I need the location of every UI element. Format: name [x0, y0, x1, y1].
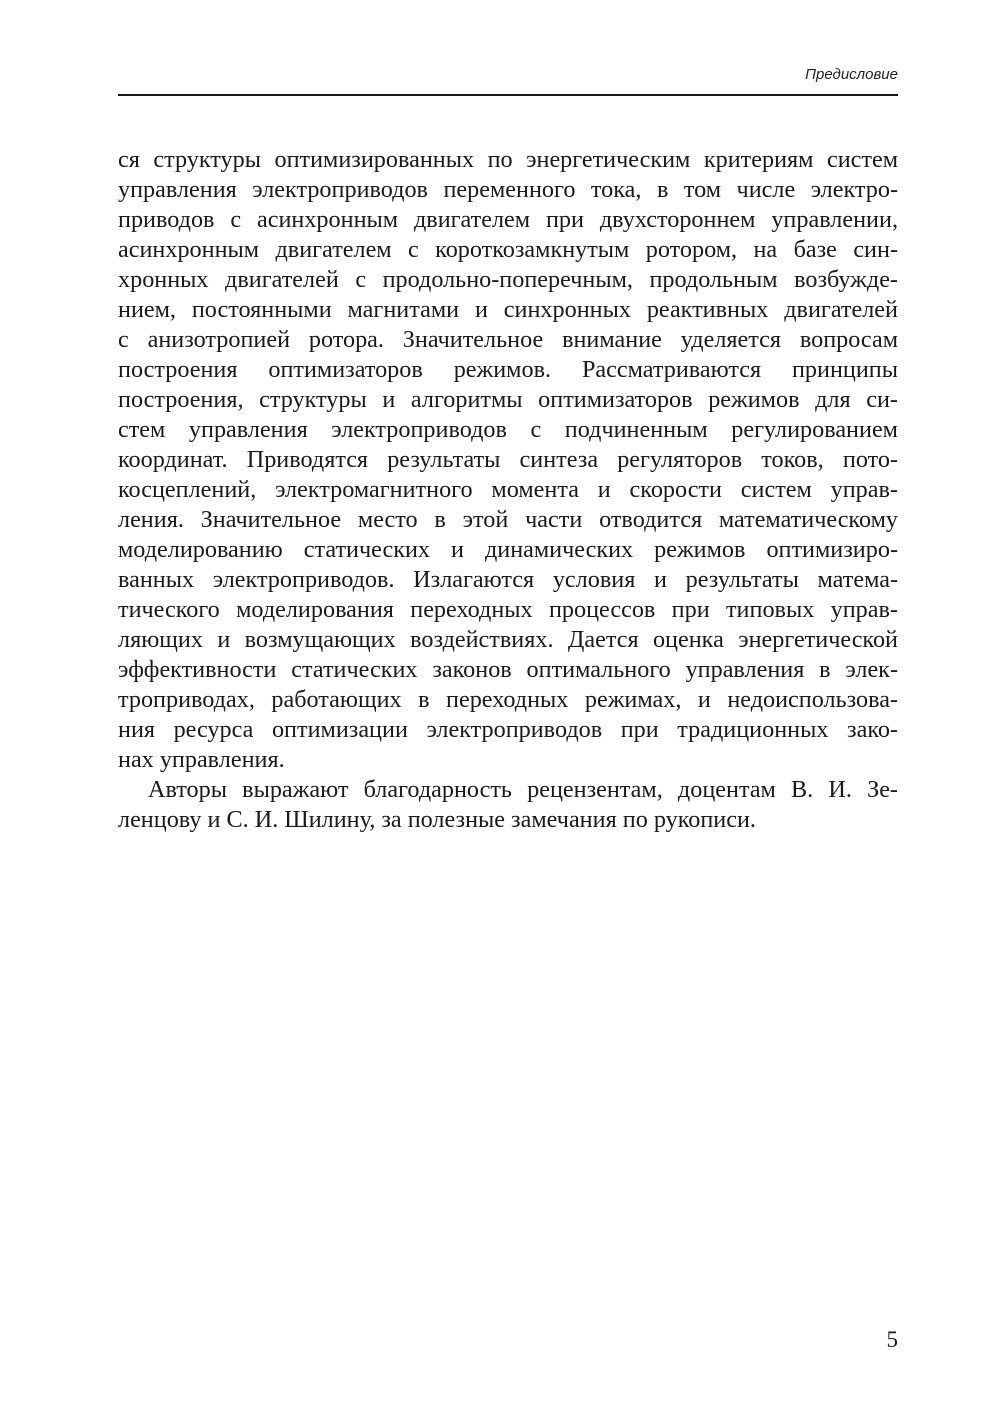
text-line: ления. Значительное место в этой части отводится математическому	[118, 506, 898, 533]
text-line: приводов с асинхронным двигателем при двухстороннем управлении,	[118, 206, 898, 233]
text-line: построения оптимизаторов режимов. Рассматриваются принципы	[118, 356, 898, 383]
text-line: эффективности статических законов оптимального управления в элек-	[118, 656, 898, 683]
text-line: нах управления.	[118, 746, 285, 773]
text-line: асинхронным двигателем с короткозамкнутым ротором, на базе син-	[118, 236, 898, 263]
text-line: построения, структуры и алгоритмы оптимизаторов режимов для си-	[118, 386, 898, 413]
text-line: управления электроприводов переменного тока, в том числе электро-	[118, 176, 898, 203]
running-head: Предисловие	[805, 66, 898, 83]
text-line: ния ресурса оптимизации электроприводов при традиционных зако-	[118, 716, 898, 743]
text-line: троприводах, работающих в переходных режимах, и недоиспользова-	[118, 686, 898, 713]
body-text	[118, 145, 898, 835]
text-line: ляющих и возмущающих воздействиях. Дается оценка энергетической	[118, 626, 898, 653]
text-line: ванных электроприводов. Излагаются условия и результаты матема-	[118, 566, 898, 593]
text-line: косцеплений, электромагнитного момента и скорости систем управ-	[118, 476, 898, 503]
text-line: хронных двигателей с продольно-поперечным, продольным возбужде-	[118, 266, 898, 293]
text-line: тического моделирования переходных процессов при типовых управ-	[118, 596, 898, 623]
text-line: нием, постоянными магнитами и синхронных реактивных двигателей	[118, 296, 898, 323]
page-number: 5	[886, 1327, 898, 1352]
text-line: координат. Приводятся результаты синтеза регуляторов токов, пото-	[118, 446, 898, 473]
text-line: моделированию статических и динамических режимов оптимизиро-	[118, 536, 898, 563]
paragraph-1	[118, 145, 898, 775]
text-line: ся структуры оптимизированных по энергетическим критериям систем	[118, 146, 898, 173]
text-line: Авторы выражают благодарность рецензентам, доцентам В. И. Зе-	[148, 776, 898, 803]
text-line: стем управления электроприводов с подчиненным регулированием	[118, 416, 898, 443]
header-rule	[118, 94, 898, 96]
text-line: ленцову и С. И. Шилину, за полезные замечания по рукописи.	[118, 806, 756, 833]
paragraph-2	[118, 775, 898, 835]
text-line: с анизотропией ротора. Значительное внимание уделяется вопросам	[118, 326, 898, 353]
